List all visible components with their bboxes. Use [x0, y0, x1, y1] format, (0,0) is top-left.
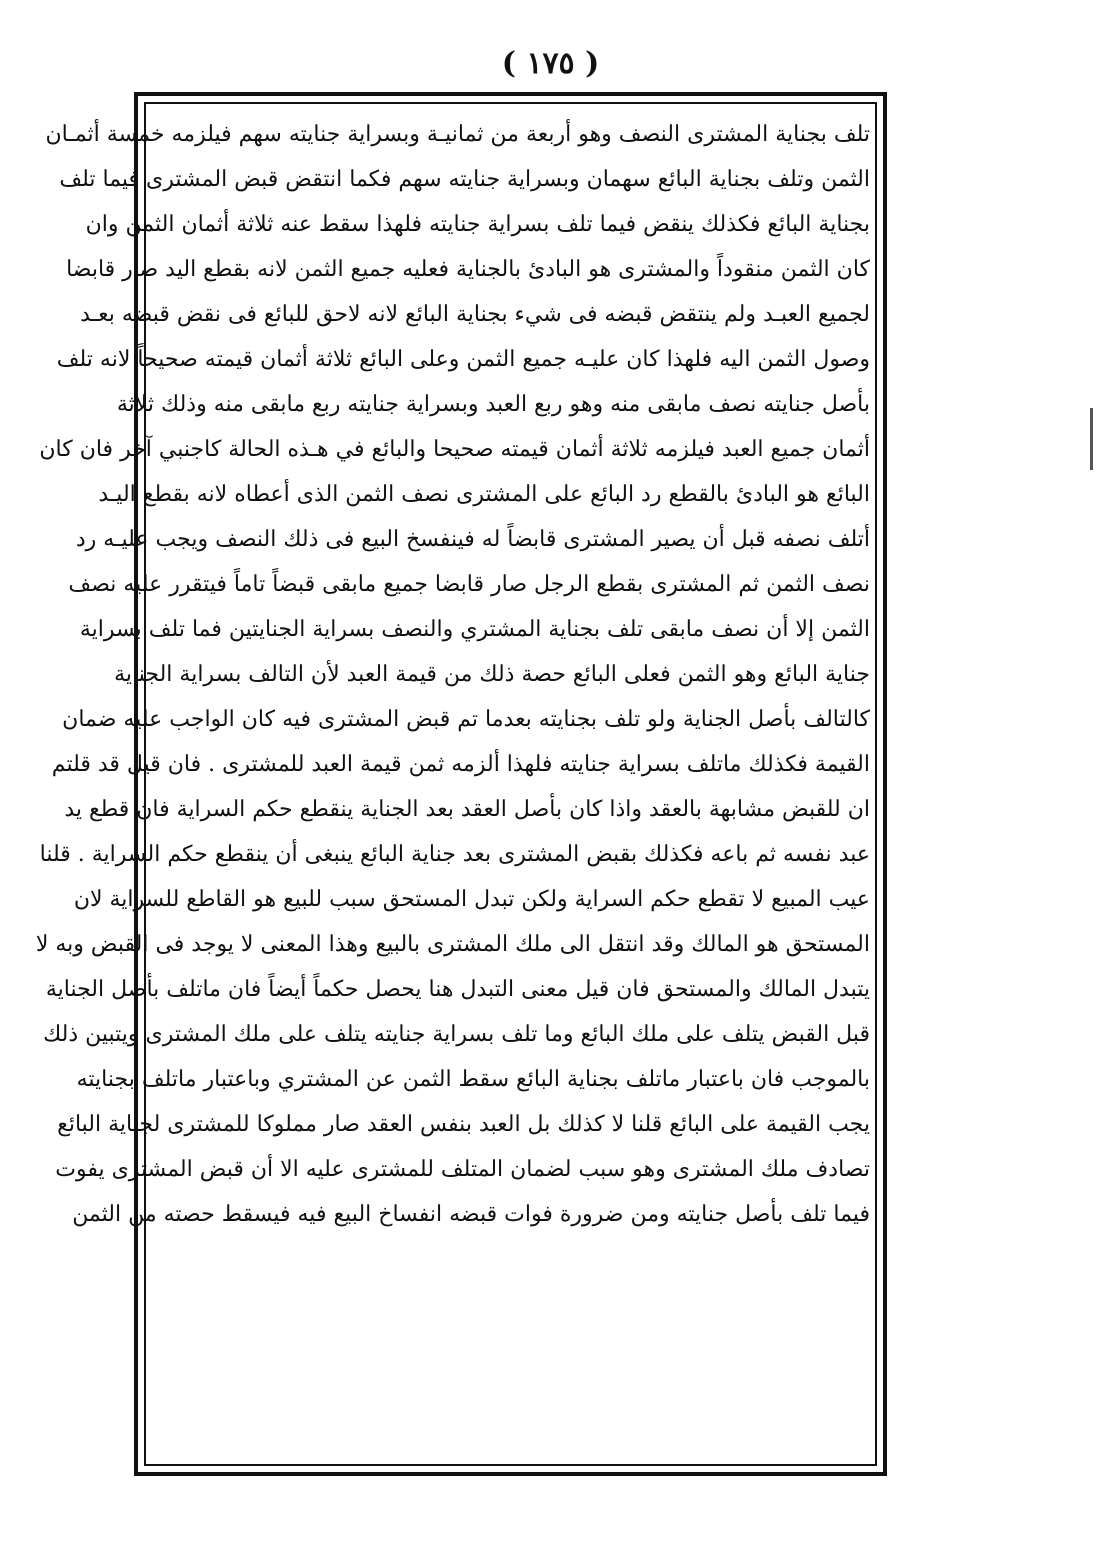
text-line: بالموجب فان باعتبار ماتلف بجناية البائع سقط الثمن عن المشتري وباعتبار ماتلف بجنايته [76, 1067, 870, 1092]
text-line: أثمان جميع العبد فيلزمه ثلاثة أثمان قيمته صحيحا والبائع في هـذه الحالة كاجنبي آخر فان كان [39, 437, 870, 462]
text-line: القيمة فكذلك ماتلف بسراية جنايته فلهذا ألزمه ثمن قيمة العبد للمشترى . فان قيل قد قلتم [51, 752, 870, 777]
text-line: الثمن وتلف بجناية البائع سهمان وبسراية جنايته سهم فكما انتقض قبض المشترى فيما تلف [59, 167, 870, 192]
text-line: لجميع العبـد ولم ينتقض قبضه فى شيء بجناية البائع لانه لاحق للبائع فى نقض قبضه بعـد [80, 302, 870, 327]
text-line: كالتالف بأصل الجناية ولو تلف بجنايته بعدما تم قبض المشترى فيه كان الواجب عليه ضمان [62, 707, 870, 732]
text-line: نصف الثمن ثم المشترى بقطع الرجل صار قابضا جميع مابقى قبضاً تاماً فيتقرر عليه نصف [68, 572, 870, 597]
text-line: فيما تلف بأصل جنايته ومن ضرورة فوات قبضه انفساخ البيع فيه فيسقط حصته من الثمن [72, 1202, 870, 1227]
text-line: جناية البائع وهو الثمن فعلى البائع حصة ذلك من قيمة العبد لأن التالف بسراية الجناية [114, 662, 870, 687]
text-line: يتبدل المالك والمستحق فان قيل معنى التبدل هنا يحصل حكماً أيضاً فان ماتلف بأصل الجناية [45, 977, 870, 1002]
text-line: تلف بجناية المشترى النصف وهو أربعة من ثمانيـة وبسراية جنايته سهم فيلزمه خمسة أثمـان [45, 122, 870, 147]
margin-mark [1090, 408, 1093, 470]
body-text [35, 112, 870, 1462]
text-line: تصادف ملك المشترى وهو سبب لضمان المتلف للمشترى عليه الا أن قبض المشترى يفوت [55, 1157, 870, 1182]
text-line: عيب المبيع لا تقطع حكم السراية ولكن تبدل المستحق سبب للبيع هو القاطع للسراية لان [73, 887, 870, 912]
text-line: يجب القيمة على البائع قلنا لا كذلك بل العبد بنفس العقد صار مملوكا للمشترى لجناية البائع [57, 1112, 870, 1137]
text-line: قبل القبض يتلف على ملك البائع وما تلف بسراية جنايته يتلف على ملك المشترى ويتبين ذلك [43, 1022, 870, 1047]
text-line: وصول الثمن اليه فلهذا كان عليـه جميع الثمن وعلى البائع ثلاثة أثمان قيمته صحيحاً لانه تلف [56, 347, 870, 372]
text-line: عبد نفسه ثم باعه فكذلك بقبض المشترى بعد جناية البائع ينبغى أن ينقطع حكم السراية . قلنا [39, 842, 870, 867]
text-line: المستحق هو المالك وقد انتقل الى ملك المشترى بالبيع وهذا المعنى لا يوجد فى القبض وبه لا [35, 932, 870, 957]
text-line: أتلف نصفه قبل أن يصير المشترى قابضاً له فينفسخ البيع فى ذلك النصف ويجب عليـه رد [75, 527, 870, 552]
text-line: كان الثمن منقوداً والمشترى هو البادئ بالجناية فعليه جميع الثمن لانه بقطع اليد صار قابضا [66, 257, 870, 282]
page-number: ( ١٧٥ ) [501, 46, 600, 81]
text-line: الثمن إلا أن نصف مابقى تلف بجناية المشتري والنصف بسراية الجنايتين فما تلف بسراية [79, 617, 870, 642]
text-line: بجناية البائع فكذلك ينقض فيما تلف بسراية جنايته فلهذا سقط عنه ثلاثة أثمان الثمن وان [85, 212, 870, 237]
text-line: ان للقبض مشابهة بالعقد واذا كان بأصل العقد بعد الجناية ينقطع حكم السراية فان قطع يد [64, 797, 870, 822]
text-line: بأصل جنايته نصف مابقى منه وهو ربع العبد وبسراية جنايته ربع مابقى منه وذلك ثلاثة [116, 392, 870, 417]
text-line: البائع هو البادئ بالقطع رد البائع على المشترى نصف الثمن الذى أعطاه لانه بقطع اليـد [98, 482, 870, 507]
